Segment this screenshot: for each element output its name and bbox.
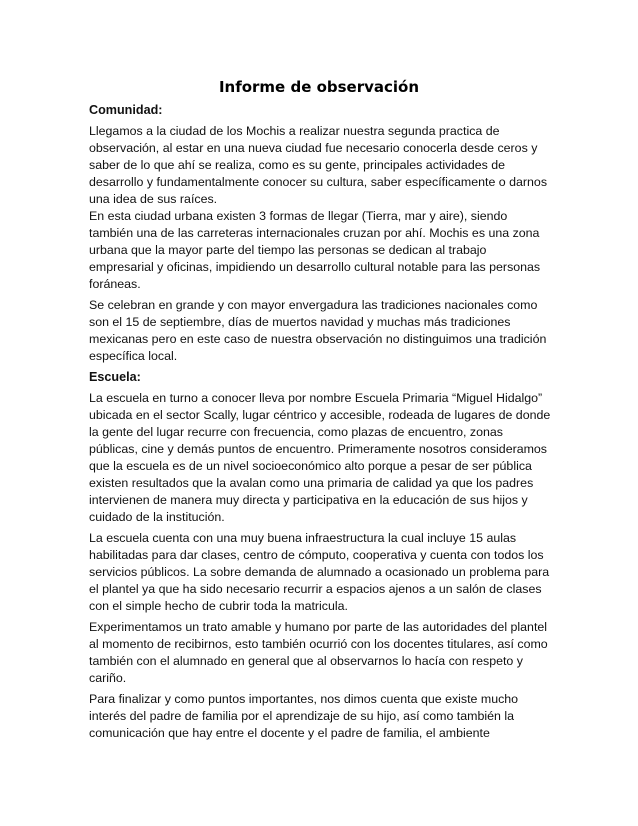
paragraph: La escuela cuenta con una muy buena infraestructura la cual incluye 15 aulas habilitadas para dar clases, centro de cómputo, cooperativa y cuenta con todos los servicios públicos. La sobre demanda de alumnado a ocasionado un problema para el plantel ya que ha sido necesario recurrir a espacios ajenos a un salón de clases con el simple hecho de cubrir toda la matricula. — [89, 531, 550, 613]
paragraph: En esta ciudad urbana existen 3 formas de llegar (Tierra, mar y aire), siendo también una de las carreteras internacionales cruzan por ahí. Mochis es una zona urbana que la mayor parte del tiempo las personas se dedican al trabajo empresarial y oficinas, impidiendo un desarrollo cultural notable para las personas foráneas. — [89, 209, 541, 291]
document-title: Informe de observación — [218, 78, 420, 96]
document-body — [89, 102, 551, 746]
section-heading-comunidad: Comunidad: — [89, 103, 163, 117]
section-heading-escuela: Escuela: — [89, 370, 141, 384]
paragraph: Experimentamos un trato amable y humano por parte de las autoridades del plantel al momento de recibirnos, esto también ocurrió con los docentes titulares, así como también con el alumnado en general que al observarnos lo hacía con respeto y cariño. — [89, 620, 548, 685]
paragraph: La escuela en turno a conocer lleva por nombre Escuela Primaria “Miguel Hidalgo” ubicada en el sector Scally, lugar céntrico y accesible, rodeada de lugares de donde la gente del lugar recurre con frecuencia, como plazas de encuentro, zonas públicas, cine y demás puntos de encuentro. Primeramente nosotros consideramos que la escuela es de un nivel socioeconómico alto porque a pesar de ser pública existen resultados que la avalan como una primaria de calidad ya que los padres intervienen de manera muy directa y participativa en la educación de sus hijos y cuidado de la institución. — [89, 391, 551, 524]
paragraph: Llegamos a la ciudad de los Mochis a realizar nuestra segunda practica de observación, al estar en una nueva ciudad fue necesario conocerla desde ceros y saber de lo que ahí se realiza, como es su gente, principales actividades de desarrollo y fundamentalmente conocer su cultura, saber específicamente o darnos una idea de sus raíces. — [89, 124, 548, 206]
paragraph: Se celebran en grande y con mayor envergadura las tradiciones nacionales como son el 15 de septiembre, días de muertos navidad y muchas más tradiciones mexicanas pero en este caso de nuestra observación no distinguimos una tradición específica local. — [89, 298, 547, 363]
paragraph: Para finalizar y como puntos importantes, nos dimos cuenta que existe mucho interés del padre de familia por el aprendizaje de su hijo, así como también la comunicación que hay entre el docente y el padre de familia, el ambiente — [89, 692, 519, 740]
